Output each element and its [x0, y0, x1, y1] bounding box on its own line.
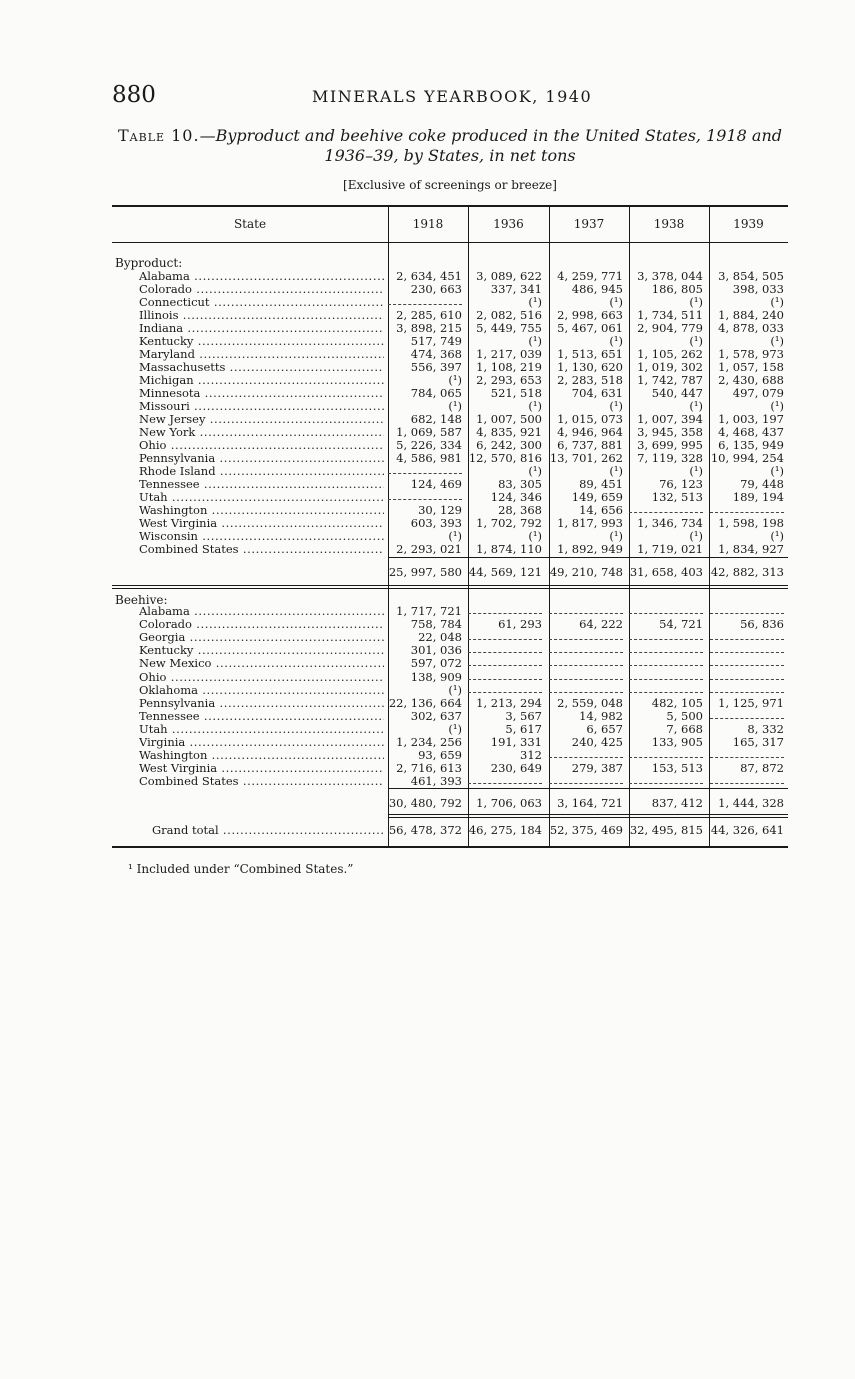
table-row	[112, 439, 788, 452]
value-cell: 279, 387	[571, 762, 623, 776]
table-top-rule	[112, 205, 788, 207]
value-cell: 4, 835, 921	[476, 426, 542, 439]
value-cell: 32, 495, 815	[629, 824, 703, 837]
value-cell: (¹)	[528, 335, 542, 348]
value-cell: 25, 997, 580	[388, 566, 462, 579]
value-cell: 758, 784	[410, 618, 462, 632]
table-row	[112, 504, 788, 517]
state-name: Colorado .....	[139, 618, 384, 631]
value-cell: 83, 305	[498, 478, 542, 491]
value-cell: 337, 341	[490, 283, 542, 296]
table-row	[112, 283, 788, 296]
value-cell	[549, 671, 623, 680]
state-name: Oklahoma .....	[139, 684, 384, 697]
table-row	[112, 644, 788, 657]
caption-dash: —	[199, 126, 216, 145]
value-cell: 1, 069, 587	[396, 426, 462, 439]
value-cell: 3, 164, 721	[557, 797, 623, 810]
value-cell: 230, 663	[410, 283, 462, 296]
section-heading-byproduct: Byproduct:	[115, 256, 183, 270]
value-cell: 1, 734, 511	[637, 309, 703, 322]
value-cell: 6, 657	[586, 722, 623, 736]
value-cell: 31, 658, 403	[629, 566, 703, 579]
column-header-1918: 1918	[412, 217, 444, 231]
value-cell: (¹)	[770, 530, 784, 543]
value-cell	[388, 465, 462, 474]
value-cell: 302, 637	[410, 709, 462, 723]
value-cell: 2, 998, 663	[557, 309, 623, 322]
value-cell: 124, 346	[490, 491, 542, 504]
value-cell	[549, 657, 623, 666]
value-cell: 497, 079	[732, 387, 784, 400]
value-cell: 1, 105, 262	[637, 348, 703, 361]
value-cell: 4, 259, 771	[557, 270, 623, 283]
section-heading-beehive: Beehive:	[115, 593, 168, 607]
value-cell: 5, 617	[505, 722, 542, 736]
value-cell	[629, 504, 703, 513]
value-cell	[710, 644, 784, 653]
byproduct-sum-rule	[388, 557, 788, 558]
value-cell: 2, 293, 021	[396, 543, 462, 556]
state-name: Pennsylvania .....	[139, 452, 384, 465]
state-name: Massachusetts .....	[139, 361, 384, 374]
table-row	[112, 530, 788, 543]
value-cell: 1, 007, 500	[476, 413, 542, 426]
running-head: MINERALS YEARBOOK, 1940	[312, 87, 593, 106]
value-cell: (¹)	[448, 683, 462, 697]
header-bottom-rule	[112, 242, 788, 243]
value-cell: (¹)	[528, 530, 542, 543]
value-cell: (¹)	[689, 465, 703, 478]
table-row	[112, 684, 788, 697]
value-cell: 28, 368	[498, 504, 542, 517]
value-cell: 54, 721	[659, 618, 703, 632]
value-cell: 1, 015, 073	[557, 413, 623, 426]
value-cell: (¹)	[689, 400, 703, 413]
column-header-1937: 1937	[573, 217, 605, 231]
value-cell	[710, 504, 784, 513]
state-name: Maryland .....	[139, 348, 384, 361]
value-cell	[388, 296, 462, 305]
value-cell: (¹)	[770, 465, 784, 478]
value-cell: 1, 719, 021	[637, 543, 703, 556]
value-cell: 89, 451	[579, 478, 623, 491]
value-cell: 1, 346, 734	[637, 517, 703, 530]
value-cell	[710, 749, 784, 758]
value-cell	[710, 710, 784, 719]
value-cell: 5, 500	[666, 709, 703, 723]
value-cell	[710, 775, 784, 784]
value-cell: 3, 945, 358	[637, 426, 703, 439]
value-cell: 1, 884, 240	[718, 309, 784, 322]
value-cell: 2, 293, 653	[476, 374, 542, 387]
value-cell: 240, 425	[571, 736, 623, 749]
value-cell: 1, 057, 158	[718, 361, 784, 374]
value-cell: 4, 878, 033	[718, 322, 784, 335]
value-cell: 6, 737, 881	[557, 439, 623, 452]
state-name: Alabama .....	[139, 605, 384, 618]
table-row	[112, 413, 788, 426]
value-cell: 556, 397	[410, 361, 462, 374]
table-row	[112, 361, 788, 374]
value-cell: 837, 412	[651, 797, 703, 810]
value-cell: 3, 699, 995	[637, 439, 703, 452]
value-cell: 30, 129	[418, 504, 462, 517]
value-cell: 186, 805	[651, 283, 703, 296]
value-cell: 44, 326, 641	[710, 824, 784, 837]
value-cell	[549, 749, 623, 758]
value-cell: 1, 003, 197	[718, 413, 784, 426]
value-cell: 1, 234, 256	[396, 736, 462, 749]
value-cell: 5, 449, 755	[476, 322, 542, 335]
value-cell: (¹)	[609, 400, 623, 413]
value-cell: (¹)	[609, 296, 623, 309]
table-title: Byproduct and beehive coke produced in the United States, 1918 and 1936–39, by States, in net tons	[215, 126, 782, 165]
table-subcaption: [Exclusive of screenings or breeze]	[343, 178, 557, 192]
value-cell: (¹)	[448, 530, 462, 543]
state-name: Washington .....	[139, 504, 384, 517]
footnote: ¹ Included under “Combined States.”	[128, 862, 354, 876]
value-cell	[710, 671, 784, 680]
value-cell: 1, 834, 927	[718, 543, 784, 556]
total-row	[112, 797, 788, 810]
value-cell: 13, 701, 262	[549, 452, 623, 465]
value-cell: 1, 513, 651	[557, 348, 623, 361]
state-name: Rhode Island .....	[139, 465, 384, 478]
value-cell: 42, 882, 313	[710, 566, 784, 579]
table-row	[112, 452, 788, 465]
value-cell	[629, 605, 703, 614]
value-cell: 5, 467, 061	[557, 322, 623, 335]
value-cell: (¹)	[609, 530, 623, 543]
value-cell: 46, 275, 184	[468, 824, 542, 837]
state-name: Ohio .....	[139, 671, 384, 684]
value-cell: 2, 634, 451	[396, 270, 462, 283]
table-row	[112, 775, 788, 788]
value-cell: 2, 716, 613	[396, 762, 462, 776]
column-header-1936: 1936	[493, 217, 524, 231]
value-cell: (¹)	[448, 400, 462, 413]
beehive-total-rule	[388, 814, 788, 815]
value-cell: 312	[520, 749, 542, 763]
table-row	[112, 322, 788, 335]
table-row	[112, 762, 788, 775]
table-bottom-rule	[112, 846, 788, 848]
value-cell	[468, 605, 542, 614]
state-name: New Jersey .....	[139, 413, 384, 426]
table-row	[112, 491, 788, 504]
value-cell: 3, 089, 622	[476, 270, 542, 283]
state-name: Kentucky .....	[139, 335, 384, 348]
state-name: Illinois .....	[139, 309, 384, 322]
value-cell: 1, 578, 973	[718, 348, 784, 361]
value-cell: 132, 513	[651, 491, 703, 504]
value-cell	[468, 671, 542, 680]
value-cell: 138, 909	[410, 670, 462, 684]
value-cell: (¹)	[528, 465, 542, 478]
value-cell	[629, 671, 703, 680]
value-cell: 301, 036	[410, 644, 462, 658]
state-name: Indiana .....	[139, 322, 384, 335]
state-name: Colorado .....	[139, 283, 384, 296]
state-name: Wisconsin .....	[139, 530, 384, 543]
value-cell: (¹)	[770, 296, 784, 309]
state-name: West Virginia .....	[139, 762, 384, 775]
value-cell: 398, 033	[732, 283, 784, 296]
value-cell: 189, 194	[732, 491, 784, 504]
value-cell: 14, 982	[579, 709, 623, 723]
value-cell: 22, 048	[418, 631, 462, 645]
value-cell: 149, 659	[571, 491, 623, 504]
value-cell: 1, 817, 993	[557, 517, 623, 530]
table-row	[112, 270, 788, 283]
value-cell: 6, 135, 949	[718, 439, 784, 452]
value-cell: (¹)	[689, 335, 703, 348]
state-name: Grand total .....	[152, 824, 384, 837]
value-cell: 597, 072	[410, 657, 462, 671]
table-row	[112, 309, 788, 322]
value-cell: 2, 082, 516	[476, 309, 542, 322]
value-cell: 1, 702, 792	[476, 517, 542, 530]
value-cell: 44, 569, 121	[468, 566, 542, 579]
value-cell: 3, 854, 505	[718, 270, 784, 283]
state-name: Connecticut .....	[139, 296, 384, 309]
value-cell: (¹)	[448, 374, 462, 387]
value-cell: 64, 222	[579, 618, 623, 632]
state-name: Utah .....	[139, 723, 384, 736]
value-cell	[710, 657, 784, 666]
table-row	[112, 374, 788, 387]
table-caption	[112, 126, 788, 166]
table-row	[112, 723, 788, 736]
table-row	[112, 697, 788, 710]
value-cell: 2, 283, 518	[557, 374, 623, 387]
table-row	[112, 749, 788, 762]
beehive-sum-rule	[388, 788, 788, 789]
value-cell: 191, 331	[490, 736, 542, 749]
value-cell	[629, 657, 703, 666]
value-cell	[710, 631, 784, 640]
beehive-total-rule	[388, 817, 788, 818]
value-cell: 3, 378, 044	[637, 270, 703, 283]
table-row	[112, 631, 788, 644]
value-cell	[549, 644, 623, 653]
value-cell: (¹)	[770, 400, 784, 413]
state-name: Virginia .....	[139, 736, 384, 749]
table-row	[112, 657, 788, 670]
table-row	[112, 618, 788, 631]
table-row	[112, 517, 788, 530]
value-cell	[549, 775, 623, 784]
value-cell: (¹)	[528, 400, 542, 413]
value-cell: 474, 368	[410, 348, 462, 361]
table-row	[112, 296, 788, 309]
byproduct-total-rule	[112, 588, 788, 589]
value-cell: 22, 136, 664	[388, 696, 462, 710]
value-cell: 461, 393	[410, 775, 462, 789]
value-cell: (¹)	[609, 335, 623, 348]
value-cell: 12, 570, 816	[468, 452, 542, 465]
value-cell: 1, 213, 294	[476, 696, 542, 710]
table-row	[112, 426, 788, 439]
value-cell: 10, 994, 254	[710, 452, 784, 465]
value-cell: (¹)	[689, 530, 703, 543]
value-cell	[468, 644, 542, 653]
value-cell	[629, 631, 703, 640]
value-cell: 1, 892, 949	[557, 543, 623, 556]
state-name: Combined States .....	[139, 775, 384, 788]
value-cell: 3, 898, 215	[396, 322, 462, 335]
byproduct-total-rule	[112, 585, 788, 586]
value-cell: 3, 567	[505, 709, 542, 723]
value-cell: 2, 904, 779	[637, 322, 703, 335]
state-name: Georgia .....	[139, 631, 384, 644]
state-name: Utah .....	[139, 491, 384, 504]
state-name: Ohio .....	[139, 439, 384, 452]
value-cell: (¹)	[770, 335, 784, 348]
state-name: West Virginia .....	[139, 517, 384, 530]
value-cell: 87, 872	[740, 762, 784, 776]
value-cell	[468, 631, 542, 640]
value-cell	[468, 657, 542, 666]
value-cell	[549, 605, 623, 614]
value-cell: 14, 656	[579, 504, 623, 517]
column-header-1939: 1939	[733, 217, 764, 231]
value-cell: 7, 668	[666, 722, 703, 736]
value-cell: 1, 007, 394	[637, 413, 703, 426]
value-cell: 52, 375, 469	[549, 824, 623, 837]
value-cell: 165, 317	[732, 736, 784, 749]
value-cell: 56, 478, 372	[388, 824, 462, 837]
table-row	[112, 465, 788, 478]
value-cell	[629, 644, 703, 653]
value-cell	[710, 684, 784, 693]
value-cell: 2, 430, 688	[718, 374, 784, 387]
value-cell	[468, 684, 542, 693]
value-cell: 61, 293	[498, 618, 542, 632]
value-cell	[629, 749, 703, 758]
value-cell	[549, 631, 623, 640]
value-cell: 79, 448	[740, 478, 784, 491]
value-cell: 133, 905	[651, 736, 703, 749]
table-row	[112, 335, 788, 348]
state-name: New York .....	[139, 426, 384, 439]
value-cell: 1, 706, 063	[476, 797, 542, 810]
table-row	[112, 543, 788, 556]
state-name: Tennessee .....	[139, 478, 384, 491]
value-cell: 1, 130, 620	[557, 361, 623, 374]
value-cell: 682, 148	[410, 413, 462, 426]
value-cell: (¹)	[528, 296, 542, 309]
value-cell: 49, 210, 748	[549, 566, 623, 579]
value-cell: 8, 332	[747, 722, 784, 736]
value-cell	[549, 684, 623, 693]
state-name: Michigan .....	[139, 374, 384, 387]
table-row	[112, 710, 788, 723]
value-cell: 153, 513	[651, 762, 703, 776]
column-header-state: State	[233, 217, 267, 231]
value-cell: 1, 717, 721	[396, 605, 462, 618]
value-cell: 30, 480, 792	[388, 797, 462, 810]
value-cell	[468, 775, 542, 784]
value-cell: 7, 119, 328	[637, 452, 703, 465]
value-cell: 540, 447	[651, 387, 703, 400]
table-row	[112, 387, 788, 400]
value-cell: 124, 469	[410, 478, 462, 491]
value-cell: 784, 065	[410, 387, 462, 400]
value-cell	[629, 684, 703, 693]
value-cell: 482, 105	[651, 696, 703, 710]
value-cell: 1, 019, 302	[637, 361, 703, 374]
table-row	[112, 478, 788, 491]
value-cell: (¹)	[609, 465, 623, 478]
value-cell: (¹)	[689, 296, 703, 309]
column-header-1938: 1938	[653, 217, 685, 231]
value-cell: 4, 468, 437	[718, 426, 784, 439]
table-label: Table 10.	[118, 126, 200, 145]
state-name: Washington .....	[139, 749, 384, 762]
value-cell: 603, 393	[410, 517, 462, 530]
value-cell: 1, 742, 787	[637, 374, 703, 387]
value-cell: 1, 444, 328	[718, 797, 784, 810]
value-cell: 1, 874, 110	[476, 543, 542, 556]
state-name: Minnesota .....	[139, 387, 384, 400]
total-row	[112, 566, 788, 579]
total-row	[112, 824, 788, 837]
table-row	[112, 671, 788, 684]
value-cell: 1, 217, 039	[476, 348, 542, 361]
state-name: Combined States .....	[139, 543, 384, 556]
value-cell	[710, 605, 784, 614]
value-cell: 93, 659	[418, 749, 462, 763]
state-name: Pennsylvania .....	[139, 697, 384, 710]
value-cell: 1, 108, 219	[476, 361, 542, 374]
value-cell: 1, 598, 198	[718, 517, 784, 530]
state-name: Alabama .....	[139, 270, 384, 283]
value-cell: 76, 123	[659, 478, 703, 491]
value-cell: 56, 836	[740, 618, 784, 632]
state-name: New Mexico .....	[139, 657, 384, 670]
value-cell: 486, 945	[571, 283, 623, 296]
state-name: Kentucky .....	[139, 644, 384, 657]
value-cell: 517, 749	[410, 335, 462, 348]
page-number: 880	[112, 82, 156, 108]
value-cell: (¹)	[448, 722, 462, 736]
table-row	[112, 736, 788, 749]
value-cell: 2, 285, 610	[396, 309, 462, 322]
state-name: Missouri .....	[139, 400, 384, 413]
value-cell	[388, 491, 462, 500]
value-cell: 5, 226, 334	[396, 439, 462, 452]
value-cell	[629, 775, 703, 784]
table-row	[112, 400, 788, 413]
table-row	[112, 605, 788, 618]
value-cell: 704, 631	[571, 387, 623, 400]
value-cell: 4, 946, 964	[557, 426, 623, 439]
value-cell: 4, 586, 981	[396, 452, 462, 465]
value-cell: 6, 242, 300	[476, 439, 542, 452]
state-name: Tennessee .....	[139, 710, 384, 723]
value-cell: 521, 518	[490, 387, 542, 400]
value-cell: 230, 649	[490, 762, 542, 776]
table-row	[112, 348, 788, 361]
value-cell: 1, 125, 971	[718, 696, 784, 710]
value-cell: 2, 559, 048	[557, 696, 623, 710]
